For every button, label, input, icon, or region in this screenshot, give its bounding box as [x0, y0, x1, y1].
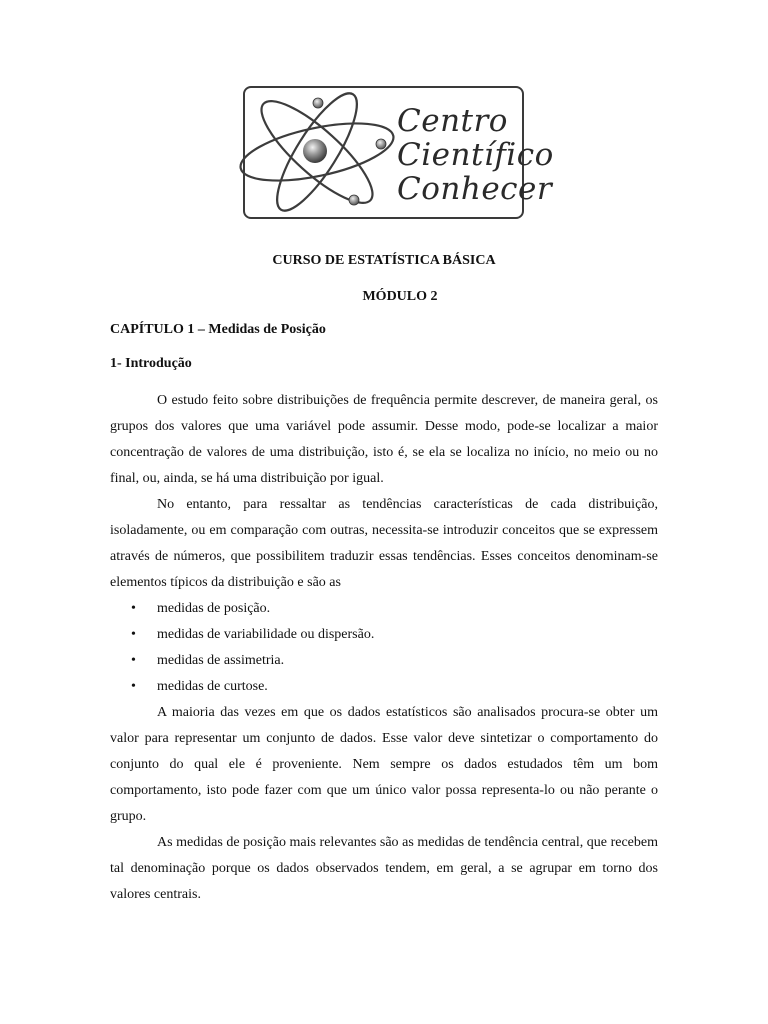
paragraph: As medidas de posição mais relevantes são as medidas de tendência central, que recebem tal denominação porque os dados observados tendem, em geral, a se agrupar em torno dos valores centrais.	[110, 835, 658, 902]
bullet-icon: •	[131, 679, 136, 694]
bullet-list	[110, 596, 658, 700]
paragraph: A maioria das vezes em que os dados estatísticos são analisados procura-se obter um valor para representar um conjunto de dados. Esse valor deve sintetizar o comportamento do conjunto do qual ele é proveniente. Nem sempre os dados estudados têm um bom comportamento, isto pode fazer com que um único valor possa representa-lo ou não perante o grupo.	[110, 705, 658, 824]
list-item-label: medidas de variabilidade ou dispersão.	[157, 627, 375, 642]
bullet-icon: •	[131, 627, 136, 642]
course-title: CURSO DE ESTATÍSTICA BÁSICA	[272, 253, 496, 268]
list-item-label: medidas de assimetria.	[157, 653, 285, 668]
list-item	[110, 648, 658, 674]
list-item	[110, 622, 658, 648]
paragraph: O estudo feito sobre distribuições de frequência permite descrever, de maneira geral, os grupos dos valores que uma variável pode assumir. Desse modo, pode-se localizar a maior concentração de valores de uma distribuição, isto é, se ela se localiza no início, no meio ou no final, ou, ainda, se há uma distribuição por igual.	[110, 393, 658, 486]
chapter-title: CAPÍTULO 1 – Medidas de Posição	[110, 322, 326, 337]
list-item-label: medidas de curtose.	[157, 679, 268, 694]
body-text	[110, 388, 658, 908]
bullet-icon: •	[131, 653, 136, 668]
section-title: 1- Introdução	[110, 356, 192, 371]
bullet-icon: •	[131, 601, 136, 616]
list-item	[110, 674, 658, 700]
logo-text-line3: Conhecer	[397, 171, 553, 207]
centro-cientifico-conhecer-logo	[243, 86, 554, 219]
list-item	[110, 596, 658, 622]
logo-text-line2: Científico	[397, 137, 554, 173]
paragraph: No entanto, para ressaltar as tendências características de cada distribuição, isoladamente, ou em comparação com outras, necessita-se introduzir conceitos que se expressem através de números, que possibilitem traduzir essas tendências. Esses conceitos denominam-se elementos típicos da distribuição e são as	[110, 497, 658, 590]
module-title: MÓDULO 2	[362, 289, 438, 304]
list-item-label: medidas de posição.	[157, 601, 271, 616]
logo-text-line1: Centro	[397, 103, 508, 139]
